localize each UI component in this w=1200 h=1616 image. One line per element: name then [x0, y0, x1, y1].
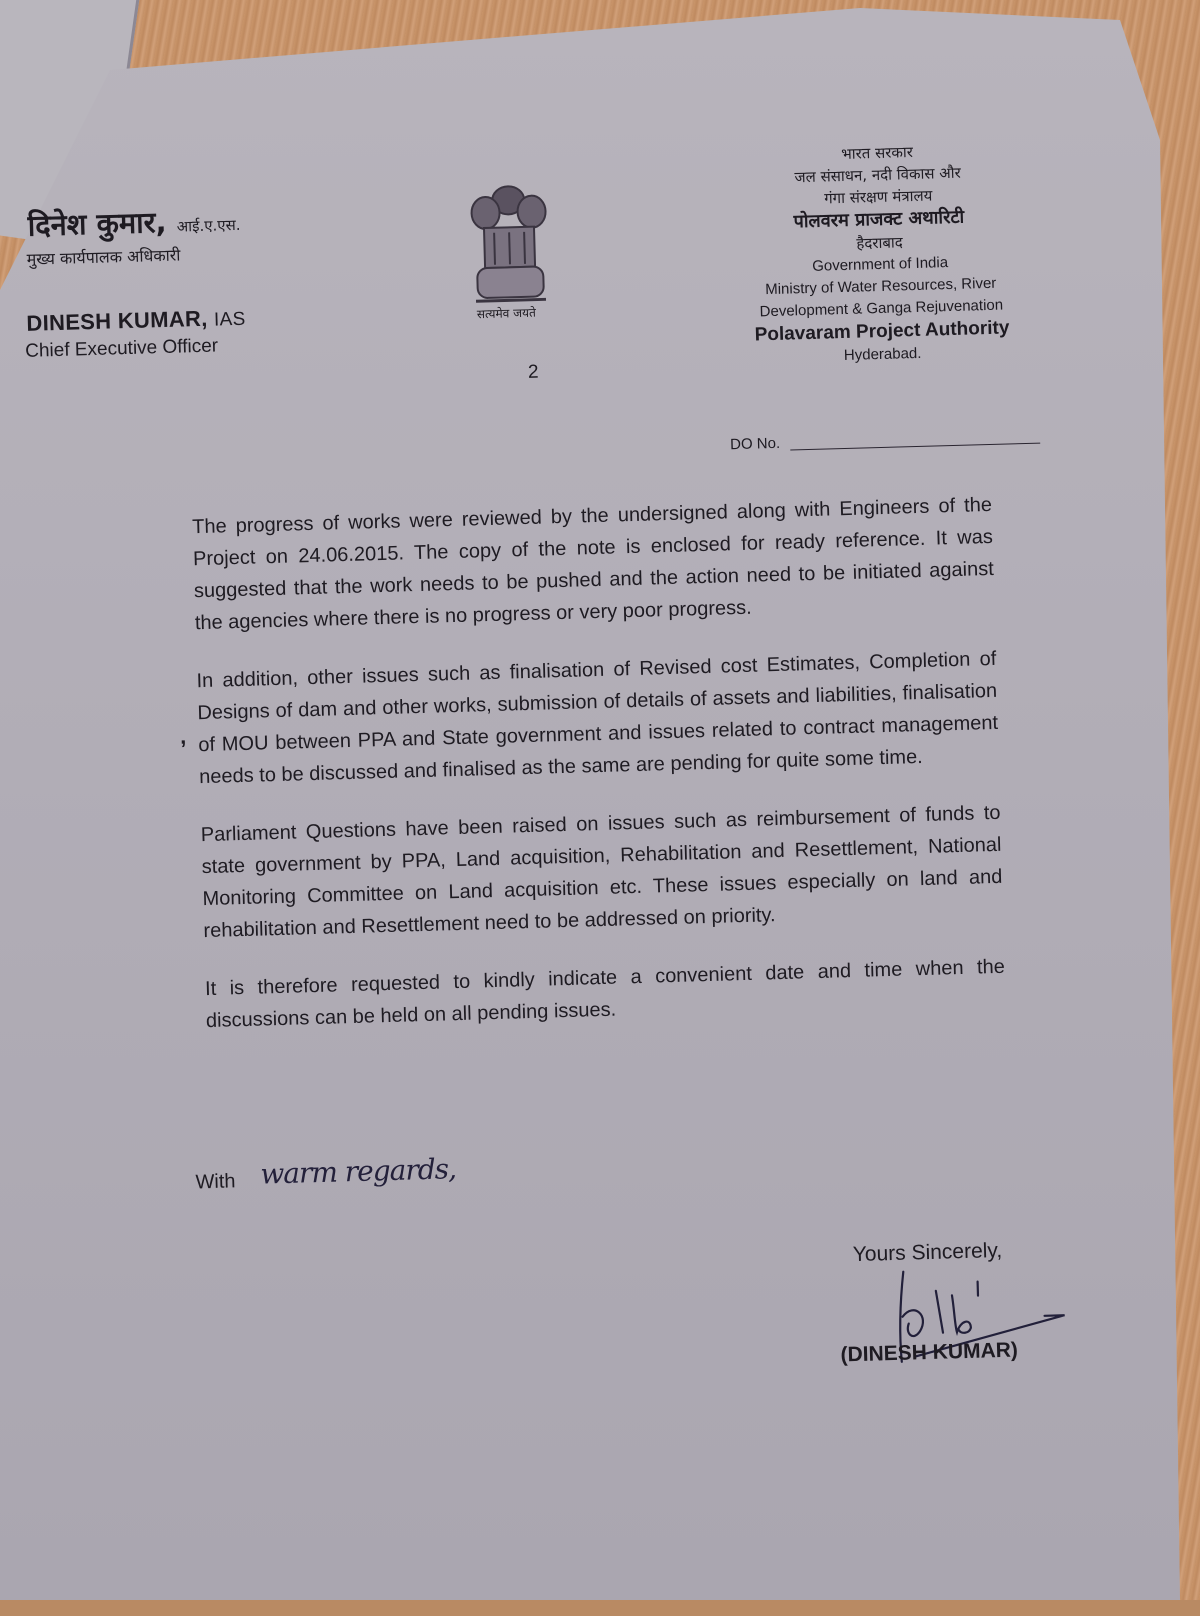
- salutation-handwritten: warm regards,: [259, 1152, 457, 1191]
- signatory-name: (DINESH KUMAR): [840, 1338, 1019, 1367]
- emblem-motto: सत्यमेव जयते: [476, 305, 537, 322]
- designation-hindi: मुख्य कार्यपालक अधिकारी: [26, 245, 181, 269]
- ministry-letterhead: [712, 137, 1048, 370]
- name-english: [26, 305, 246, 337]
- name-hindi-text: दिनेश कुमार,: [27, 204, 167, 243]
- salutation-printed: With: [195, 1170, 236, 1194]
- closing: Yours Sincerely,: [852, 1238, 1003, 1267]
- paragraph-4: It is therefore requested to kindly indicate a convenient date and time when the discussions can be held on all pending issues.: [204, 955, 1006, 1033]
- hindi-line-3: गंगा संरक्षण मंत्रालय: [823, 186, 933, 208]
- paragraph-1: The progress of works were reviewed by the undersigned along with Engineers of the Project on 24.06.2015. The copy of the note is enclosed for ready reference. It was suggested that the work needs to be pushed and the action need to be initiated against the agencies where there is no progress or very poor progress.: [191, 493, 995, 635]
- page-number: 2: [527, 361, 539, 383]
- hindi-line-2: जल संसाधन, नदी विकास और: [794, 163, 962, 187]
- do-number-label: DO No.: [729, 434, 781, 454]
- name-english-text: DINESH KUMAR,: [26, 305, 208, 336]
- margin-mark: ,: [179, 723, 187, 749]
- english-line-2: Ministry of Water Resources, River: [764, 274, 997, 299]
- city-hindi: हैदराबाद: [856, 233, 903, 253]
- paragraph-3: Parliament Questions have been raised on issues such as reimbursement of funds to state government by PPA, Land acquisition, Rehabilitation and Resettlement, National Monitoring Committee on Land acquisition etc. These issues especially on land and rehabilitation and Resettlement need to be addressed on priority.: [200, 801, 1003, 943]
- ias-hindi: आई.ए.एस.: [176, 215, 241, 236]
- designation-english: Chief Executive Officer: [24, 335, 219, 362]
- english-line-1: Government of India: [811, 254, 949, 275]
- paragraph-2: In addition, other issues such as finalisation of Revised cost Estimates, Completion of Designs of dam and other works, submission of details of assets and liabilities, finalisation of MOU between PPA and State government and issues related to contract management needs to be discussed and finalised as the same are pending for quite some time.: [196, 647, 999, 789]
- letter-body: [192, 489, 1007, 1063]
- do-number-line: [790, 443, 1040, 451]
- city-english: Hyderabad.: [843, 344, 922, 365]
- name-hindi: [27, 200, 241, 245]
- english-line-3: Development & Ganga Rejuvenation: [759, 296, 1004, 321]
- authority-hindi: पोलवरम प्राजक्ट अथारिटी: [793, 206, 965, 233]
- national-emblem-icon: [452, 171, 566, 324]
- hindi-line-1: भारत सरकार: [840, 143, 914, 164]
- ias-english: IAS: [213, 308, 246, 331]
- authority-english: Polavaram Project Authority: [754, 317, 1010, 346]
